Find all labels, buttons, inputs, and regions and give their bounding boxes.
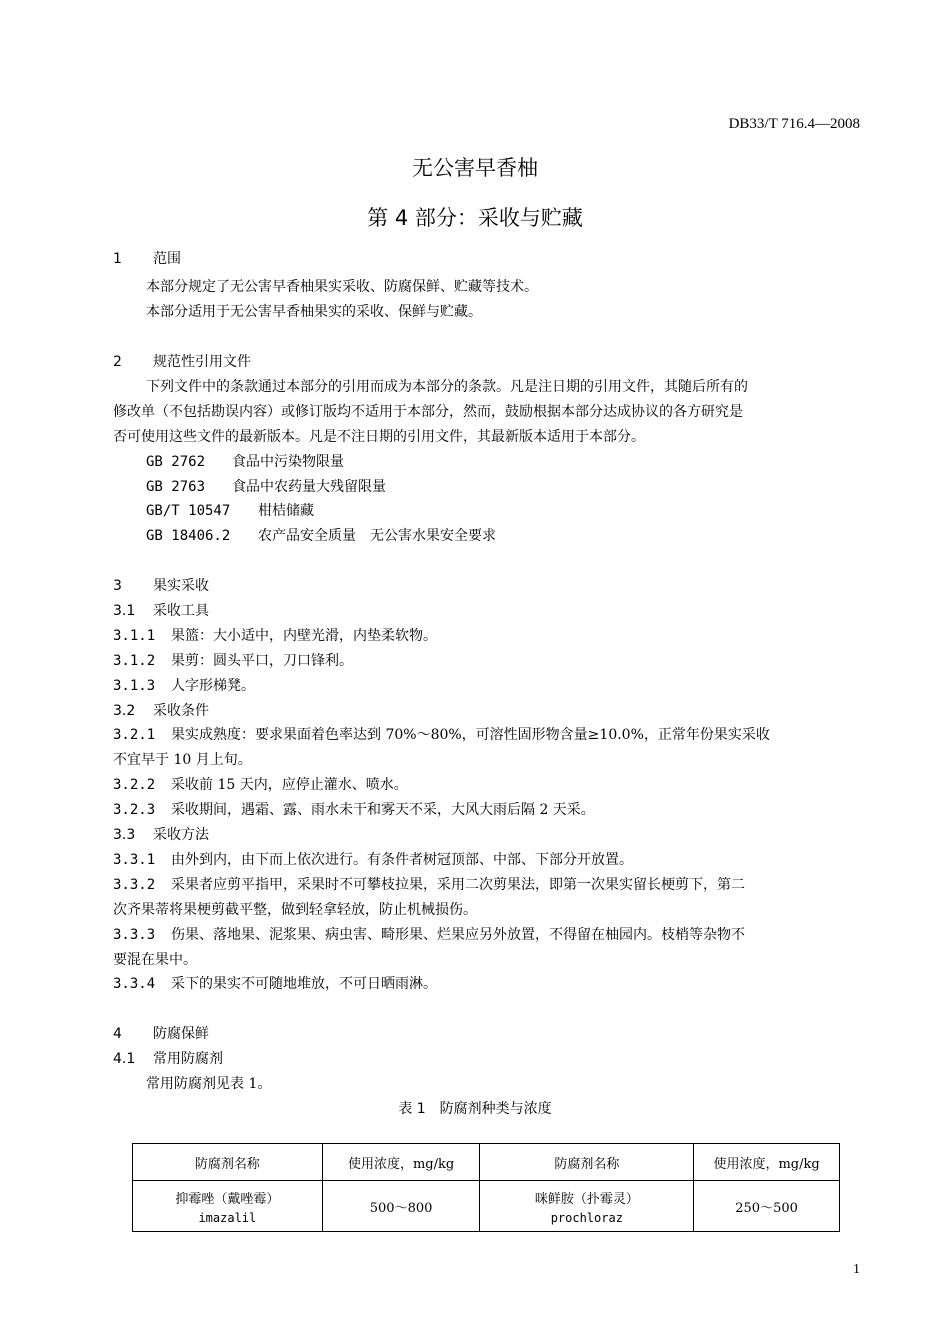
clause-text: 果篮：大小适中，内壁光滑，内垫柔软物。	[171, 628, 437, 644]
clause-text: 由外到内，由下而上依次进行。有条件者树冠顶部、中部、下部分开放置。	[171, 852, 633, 868]
clause-text: 采下的果实不可随地堆放，不可日晒雨淋。	[171, 976, 437, 992]
section-title: 果实采收	[153, 578, 209, 594]
clause-text: 采果者应剪平指甲，采果时不可攀枝拉果，采用二次剪果法，即第一次果实留长梗剪下，第二	[171, 877, 745, 893]
reference-code: GB/T 10547	[146, 503, 231, 519]
clause-number: 3.1.2	[113, 653, 156, 669]
page-number: 1	[853, 1262, 860, 1277]
reference-code: GB 2763	[146, 479, 206, 495]
reference-item	[146, 500, 314, 520]
subsection-number: 3.2	[113, 703, 136, 719]
table-header-row	[133, 1144, 840, 1181]
clause-text: 采收前 15 天内，应停止灌水、喷水。	[171, 777, 408, 793]
clause-number: 3.2.1	[113, 727, 156, 743]
reference-item	[146, 476, 386, 496]
clause-text: 人字形梯凳。	[171, 678, 255, 694]
section-3-heading	[113, 575, 209, 595]
clause-continuation: 要混在果中。	[113, 952, 197, 968]
preservative-name-en: imazalil	[198, 1210, 257, 1225]
table-header-cell: 防腐剂名称	[133, 1144, 323, 1181]
section-4-heading	[113, 1023, 209, 1043]
clause-number: 3.3.4	[113, 976, 156, 992]
subsection-number: 3.3	[113, 827, 136, 843]
subsection-title: 采收工具	[153, 603, 209, 619]
subsection-title: 采收条件	[153, 703, 209, 719]
paragraph-line: 否可使用这些文件的最新版本。凡是不注日期的引用文件，其最新版本适用于本部分。	[113, 429, 645, 445]
section-number: 3	[113, 578, 122, 594]
clause-number: 3.3.3	[113, 927, 156, 943]
subsection-heading	[113, 1048, 223, 1068]
reference-item	[146, 525, 496, 545]
section-2-heading	[113, 351, 251, 371]
clause	[113, 799, 595, 819]
reference-code: GB 2762	[146, 454, 206, 470]
clause	[113, 625, 437, 645]
clause-number: 3.3.2	[113, 877, 156, 893]
preservative-name: 抑霉唑（戴唑霉）	[175, 1191, 280, 1207]
section-number: 4	[113, 1026, 122, 1042]
section-title: 防腐保鲜	[153, 1026, 209, 1042]
paragraph: 常用防腐剂见表 1。	[146, 1076, 272, 1092]
document-title: 无公害早香柚	[412, 156, 538, 180]
paragraph-line: 下列文件中的条款通过本部分的引用而成为本部分的条款。凡是注日期的引用文件，其随后所有的	[146, 379, 748, 395]
section-title: 规范性引用文件	[153, 354, 251, 370]
table-header-cell: 使用浓度，mg/kg	[694, 1144, 840, 1181]
clause-number: 3.2.2	[113, 777, 156, 793]
clause	[113, 774, 408, 794]
clause-number: 3.1.3	[113, 678, 156, 694]
section-number: 2	[113, 354, 122, 370]
clause-text: 伤果、落地果、泥浆果、病虫害、畸形果、烂果应另外放置，不得留在柚园内。枝梢等杂物不	[171, 927, 745, 943]
table-cell: 250～500	[694, 1181, 840, 1232]
clause	[113, 973, 437, 993]
paragraph: 本部分规定了无公害早香柚果实采收、防腐保鲜、贮藏等技术。	[146, 279, 538, 295]
clause-number: 3.1.1	[113, 628, 156, 644]
subsection-heading	[113, 600, 209, 620]
clause	[113, 924, 745, 944]
section-number: 1	[113, 251, 122, 267]
table-row	[133, 1181, 840, 1232]
clause-text: 果剪：圆头平口，刀口锋利。	[171, 653, 353, 669]
part-title: 第 4 部分：采收与贮藏	[367, 206, 583, 230]
clause-continuation: 不宜早于 10 月上旬。	[113, 752, 252, 768]
standard-number: DB33/T 716.4—2008	[728, 116, 860, 132]
reference-code: GB 18406.2	[146, 528, 231, 544]
subsection-heading	[113, 824, 209, 844]
table-cell: 500～800	[322, 1181, 480, 1232]
preservative-table	[132, 1143, 840, 1232]
clause	[113, 849, 633, 869]
clause	[113, 724, 770, 744]
clause	[113, 650, 353, 670]
clause	[113, 675, 255, 695]
preservative-name-en: prochloraz	[550, 1210, 623, 1225]
preservative-name: 咪鲜胺（扑霉灵）	[534, 1191, 639, 1207]
subsection-heading	[113, 700, 209, 720]
subsection-number: 3.1	[113, 603, 136, 619]
reference-title: 柑桔储藏	[258, 503, 314, 519]
reference-title: 食品中污染物限量	[232, 454, 344, 470]
reference-item	[146, 451, 344, 471]
table-caption: 表 1 防腐剂种类与浓度	[398, 1101, 552, 1117]
clause-number: 3.2.3	[113, 802, 156, 818]
clause-continuation: 次齐果蒂将果梗剪截平整，做到轻拿轻放，防止机械损伤。	[113, 902, 477, 918]
subsection-number: 4.1	[113, 1051, 136, 1067]
clause-text: 果实成熟度：要求果面着色率达到 70%～80%，可溶性固形物含量≥10.0%，正常年份果实采收	[171, 727, 770, 743]
clause	[113, 874, 745, 894]
reference-title: 农产品安全质量 无公害水果安全要求	[258, 528, 496, 544]
table-header-cell: 使用浓度，mg/kg	[322, 1144, 480, 1181]
table-header-cell: 防腐剂名称	[480, 1144, 694, 1181]
paragraph: 本部分适用于无公害早香柚果实的采收、保鲜与贮藏。	[146, 304, 482, 320]
subsection-title: 采收方法	[153, 827, 209, 843]
table-cell	[480, 1181, 694, 1232]
clause-number: 3.3.1	[113, 852, 156, 868]
reference-title: 食品中农药量大残留限量	[232, 479, 386, 495]
section-1-heading	[113, 248, 181, 268]
clause-text: 采收期间，遇霜、露、雨水未干和雾天不采，大风大雨后隔 2 天采。	[171, 802, 595, 818]
section-title: 范围	[153, 251, 181, 267]
table-cell	[133, 1181, 323, 1232]
paragraph-line: 修改单（不包括勘误内容）或修订版均不适用于本部分，然而，鼓励根据本部分达成协议的各方研究是	[113, 404, 743, 420]
subsection-title: 常用防腐剂	[153, 1051, 223, 1067]
